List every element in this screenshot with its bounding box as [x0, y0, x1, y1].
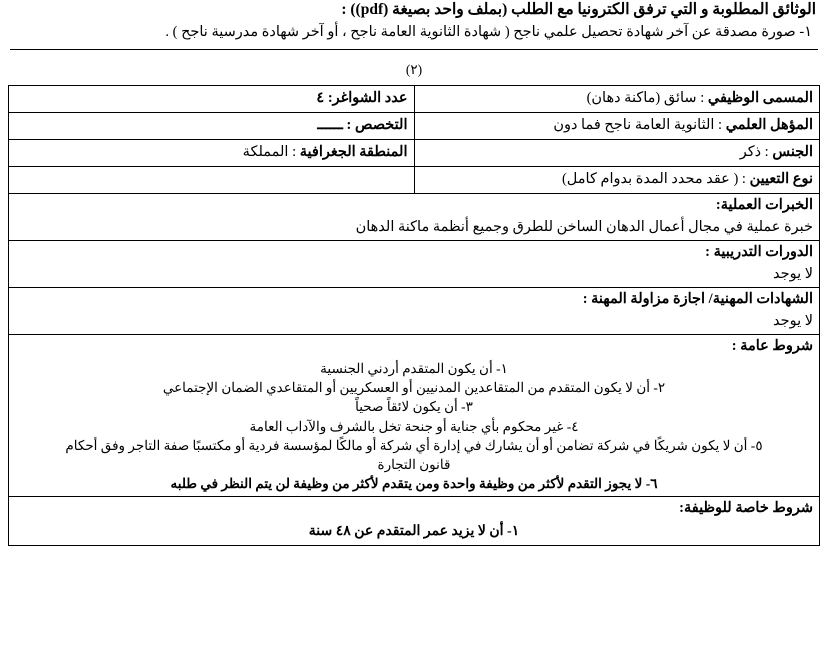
- condition-text: ٤- غير محكوم بأي جناية أو جنحة تخل بالشرف والآداب العامة: [249, 418, 579, 434]
- general-conditions-cell: [9, 335, 820, 497]
- courses-cell: [9, 241, 820, 288]
- specialty-cell: [9, 113, 415, 140]
- vacancies-label: عدد الشواغر: ٤: [316, 89, 408, 106]
- condition-text-continued: قانون التجارة: [377, 456, 451, 472]
- general-conditions-list: [15, 359, 813, 493]
- qualification-value: : الثانوية العامة ناجح فما دون: [553, 116, 723, 133]
- courses-body: لا يوجد: [773, 265, 813, 282]
- table-row: [9, 288, 820, 335]
- page-number: (٢): [405, 62, 423, 78]
- table-row: [9, 86, 820, 113]
- job-title-label: المسمى الوظيفي: [707, 89, 813, 106]
- qualification-cell: [414, 113, 820, 140]
- condition-text: ١- أن يكون المتقدم أردني الجنسية: [320, 361, 508, 377]
- appointment-label: نوع التعيين: [749, 170, 813, 187]
- section-divider: [10, 49, 818, 50]
- table-row: [9, 335, 820, 497]
- table-row: [9, 241, 820, 288]
- table-row: [9, 194, 820, 241]
- list-item: [15, 397, 813, 416]
- table-row: [9, 497, 820, 546]
- list-item: [15, 521, 813, 542]
- special-conditions-list: [15, 521, 813, 542]
- courses-title: الدورات التدريبية :: [705, 244, 813, 261]
- special-conditions-title: شروط خاصة للوظيفة:: [679, 500, 813, 517]
- experience-cell: [9, 194, 820, 241]
- region-label: المنطقة الجغرافية: [299, 143, 408, 160]
- certificates-title: الشهادات المهنية/ اجازة مزاولة المهنة :: [582, 291, 813, 308]
- table-row: [9, 113, 820, 140]
- gender-value: : ذكر: [739, 143, 769, 160]
- condition-text: ٦- لا يجوز التقدم لأكثر من وظيفة واحدة ومن يتقدم لأكثر من وظيفة لن يتم النظر في طلبه: [170, 475, 658, 491]
- experience-title: الخبرات العملية:: [715, 197, 813, 214]
- qualification-label: المؤهل العلمي: [725, 116, 813, 133]
- required-documents-title: الوثائق المطلوبة و التي ترفق الكترونيا مع الطلب (بملف واحد بصيغة (pdf)) :: [341, 1, 816, 18]
- required-documents-item: ١- صورة مصدقة عن آخر شهادة تحصيل علمي ناجح ( شهادة الثانوية العامة ناجح ، أو آخر شهادة مدرسية ناجح ) .: [165, 23, 812, 40]
- certificates-body: لا يوجد: [773, 312, 813, 329]
- list-item: [15, 436, 813, 474]
- vacancies-cell: [9, 86, 415, 113]
- special-conditions-cell: [9, 497, 820, 546]
- list-item: [15, 359, 813, 378]
- list-item: [15, 378, 813, 397]
- region-value: : المملكة: [242, 143, 297, 160]
- experience-body: خبرة عملية في مجال أعمال الدهان الساخن للطرق وجميع أنظمة ماكنة الدهان: [355, 218, 813, 235]
- empty-cell: [9, 167, 415, 194]
- table-row: [9, 140, 820, 167]
- gender-cell: [414, 140, 820, 167]
- specialty-label: التخصص : ــــــ: [317, 116, 408, 133]
- appointment-value: : ( عقد محدد المدة بدوام كامل): [561, 170, 746, 187]
- condition-text: ٢- أن لا يكون المتقدم من المتقاعدين المدنيين أو العسكريين أو المتقاعدي الضمان الإجتماعي: [162, 380, 666, 396]
- list-item: [15, 474, 813, 493]
- job-title-value: : سائق (ماكنة دهان): [586, 89, 705, 106]
- general-conditions-title: شروط عامة :: [731, 338, 813, 355]
- appointment-cell: [414, 167, 820, 194]
- certificates-cell: [9, 288, 820, 335]
- table-row: [9, 167, 820, 194]
- special-condition-text: ١- أن لا يزيد عمر المتقدم عن ٤٨ سنة: [308, 523, 520, 539]
- job-title-cell: [414, 86, 820, 113]
- list-item: [15, 417, 813, 436]
- gender-label: الجنس: [772, 143, 813, 160]
- condition-text: ٣- أن يكون لائقاً صحياً: [355, 399, 473, 415]
- required-documents-block: [8, 0, 820, 42]
- job-details-table: [8, 85, 820, 546]
- condition-text: ٥- أن لا يكون شريكًا في شركة تضامن أو أن يشارك في إدارة أي شركة أو مالكًا لمؤسسة فردية أو مكتسبًا صفة التاجر وفق أحكام: [65, 437, 763, 453]
- region-cell: [9, 140, 415, 167]
